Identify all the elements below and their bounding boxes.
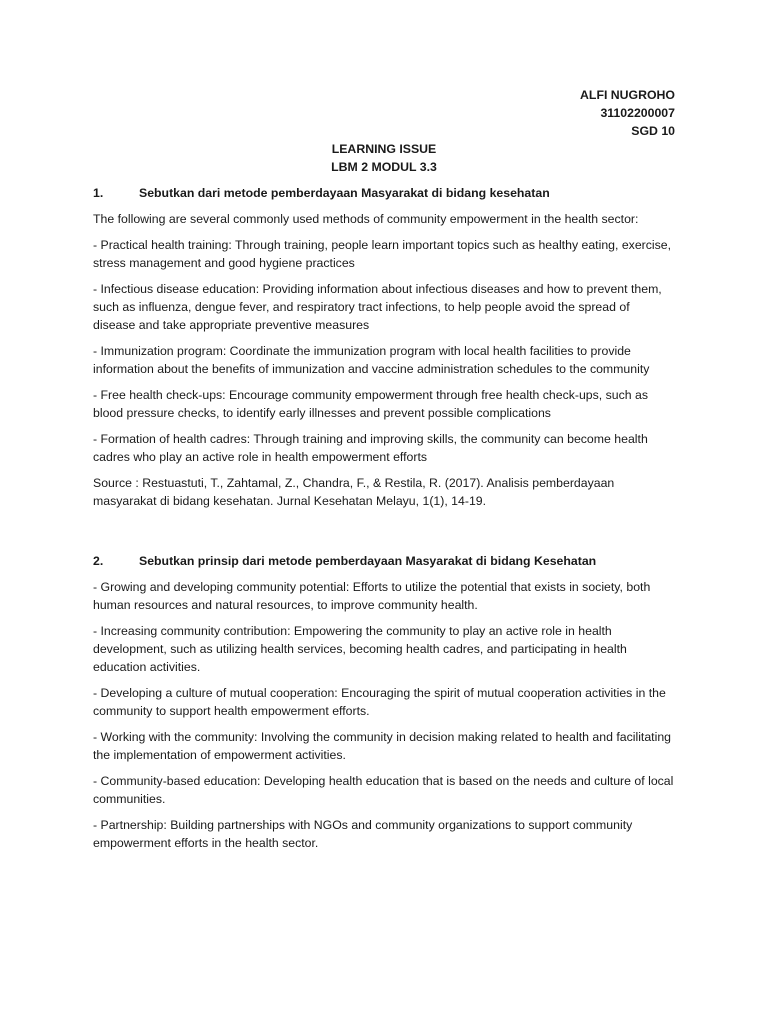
group-label: SGD 10 bbox=[631, 124, 675, 138]
document-page bbox=[93, 86, 675, 860]
title-line-2: LBM 2 MODUL 3.3 bbox=[331, 160, 437, 174]
question-1-text: Sebutkan dari metode pemberdayaan Masyarakat di bidang kesehatan bbox=[139, 186, 550, 200]
section-2-item: - Working with the community: Involving the community in decision making related to health and facilitating the implementation of empowerment activities. bbox=[93, 730, 672, 762]
section-1-item: - Immunization program: Coordinate the immunization program with local health facilities to provide information about the benefits of immunization and vaccine administration schedules to the community bbox=[93, 344, 650, 376]
question-2-text: Sebutkan prinsip dari metode pemberdayaan Masyarakat di bidang Kesehatan bbox=[139, 554, 597, 568]
source-citation: Source : Restuastuti, T., Zahtamal, Z., Chandra, F., & Restila, R. (2017). Analisis pemberdayaan masyarakat di bidang kesehatan. Jurnal Kesehatan Melayu, 1(1), 14-19. bbox=[93, 476, 615, 508]
question-2-heading bbox=[93, 552, 675, 570]
section-2-item: - Developing a culture of mutual cooperation: Encouraging the spirit of mutual cooperation activities in the community to support health empowerment efforts. bbox=[93, 686, 666, 718]
section-1-item: - Infectious disease education: Providing information about infectious diseases and how to prevent them, such as influenza, dengue fever, and respiratory tract infections, to help people avoid the spread of disease and take appropriate preventive measures bbox=[93, 282, 662, 332]
section-2-item: - Community-based education: Developing health education that is based on the needs and culture of local communities. bbox=[93, 774, 674, 806]
section-2-item: - Increasing community contribution: Empowering the community to play an active role in health development, such as utilizing health services, becoming health cadres, and participating in health education activities. bbox=[93, 624, 627, 674]
section-2-item: - Growing and developing community potential: Efforts to utilize the potential that exists in society, both human resources and natural resources, to improve community health. bbox=[93, 580, 651, 612]
section-spacer bbox=[93, 518, 675, 544]
section-1-item: - Free health check-ups: Encourage community empowerment through free health check-ups, such as blood pressure checks, to identify early illnesses and prevent possible complications bbox=[93, 388, 649, 420]
section-1-item: - Practical health training: Through training, people learn important topics such as healthy eating, exercise, stress management and good hygiene practices bbox=[93, 238, 672, 270]
author-name: ALFI NUGROHO bbox=[580, 88, 675, 102]
title-line-1: LEARNING ISSUE bbox=[331, 142, 437, 156]
question-2-number: 2. bbox=[93, 554, 104, 568]
section-1-intro: The following are several commonly used methods of community empowerment in the health sector: bbox=[93, 212, 639, 226]
question-1-number: 1. bbox=[93, 186, 104, 200]
section-1-item: - Formation of health cadres: Through training and improving skills, the community can become health cadres who play an active role in health empowerment efforts bbox=[93, 432, 648, 464]
document-title bbox=[93, 140, 675, 176]
section-2-item: - Partnership: Building partnerships with NGOs and community organizations to support community empowerment efforts in the health sector. bbox=[93, 818, 633, 850]
question-1-heading bbox=[93, 184, 675, 202]
student-id: 31102200007 bbox=[600, 106, 675, 120]
author-block bbox=[93, 86, 675, 140]
